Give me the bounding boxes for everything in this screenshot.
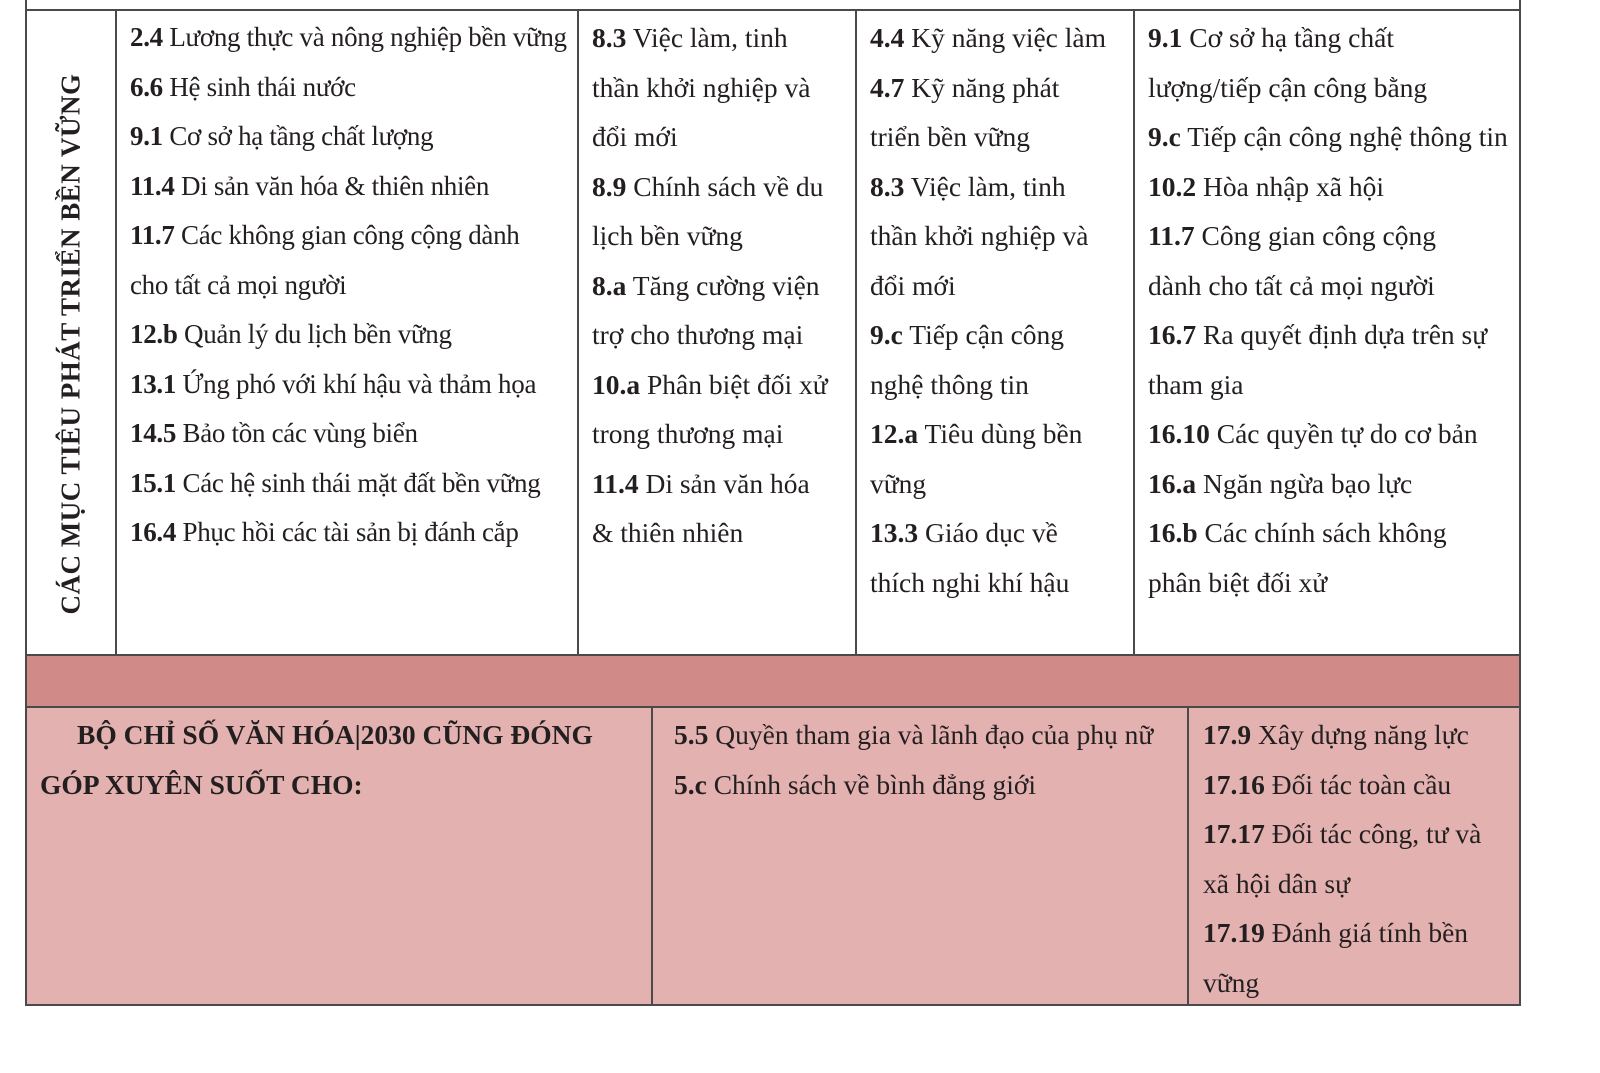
target-code: 16.10: [1148, 418, 1210, 449]
target-text: Cơ sở hạ tầng chất lượng: [169, 121, 434, 151]
target-code: 17.9: [1203, 719, 1252, 750]
cross-cutting-row: [25, 706, 1521, 1006]
target-code: 8.3: [592, 22, 627, 53]
target-item: [592, 63, 851, 113]
target-item: [870, 310, 1129, 360]
target-text: thích nghi khí hậu: [870, 566, 1070, 598]
target-text: Kỹ năng phát: [911, 71, 1060, 103]
target-item: [870, 261, 1129, 311]
target-code: 10.a: [592, 368, 641, 400]
partnership-targets-cell: [1187, 708, 1521, 1004]
target-text: Đánh giá tính bền: [1271, 917, 1469, 948]
target-item: [1148, 409, 1517, 459]
target-item: [1148, 63, 1517, 113]
target-item: [130, 13, 573, 63]
target-text: Ra quyết định dựa trên sự: [1203, 319, 1488, 350]
target-code: 11.4: [130, 170, 175, 201]
target-code: 11.7: [130, 220, 175, 250]
target-code: 17.17: [1203, 818, 1265, 849]
target-code: 12.a: [870, 418, 919, 449]
target-item: [592, 13, 851, 63]
target-item: [870, 13, 1129, 63]
target-code: 17.19: [1203, 917, 1265, 948]
target-text: cho tất cả mọi người: [130, 269, 347, 300]
target-code: 8.3: [870, 170, 905, 202]
target-text: Các không gian công cộng dành: [181, 220, 520, 250]
target-item: [1148, 558, 1517, 608]
target-text: Việc làm, tinh: [910, 170, 1066, 202]
target-code: 11.4: [592, 467, 639, 499]
target-text: Tiếp cận công nghệ thông tin: [1187, 121, 1508, 152]
target-code: 4.7: [870, 71, 905, 103]
target-text: nghệ thông tin: [870, 368, 1029, 400]
target-code: 8.a: [592, 269, 627, 301]
target-code: 9.c: [1148, 121, 1181, 152]
target-code: 10.2: [1148, 170, 1197, 202]
target-code: 5.c: [674, 768, 707, 800]
target-item: [870, 112, 1129, 162]
target-text: triển bền vững: [870, 121, 1031, 152]
target-item: [1203, 859, 1517, 909]
target-item: [870, 508, 1129, 558]
indicator-table: [25, 0, 1521, 1006]
target-list: [1203, 710, 1517, 1007]
target-item: [1148, 508, 1517, 558]
target-text: Ngăn ngừa bạo lực: [1203, 467, 1413, 499]
target-item: [130, 508, 573, 558]
target-text: vững: [870, 467, 927, 499]
target-item: [674, 710, 1183, 760]
target-code: 9.c: [870, 319, 903, 350]
target-item: [130, 409, 573, 459]
target-text: Ứng phó với khí hậu và thảm họa: [182, 368, 537, 399]
target-item: [870, 409, 1129, 459]
target-item: [870, 558, 1129, 608]
target-item: [1203, 809, 1517, 859]
target-item: [130, 63, 573, 113]
gender-targets-cell: [651, 708, 1187, 1004]
target-list: [130, 13, 573, 558]
target-text: Các quyền tự do cơ bản: [1216, 418, 1478, 449]
target-item: [870, 360, 1129, 410]
target-item: [130, 162, 573, 212]
section-divider-band: [25, 656, 1521, 706]
target-text: Chính sách về bình đẳng giới: [713, 768, 1037, 800]
target-text: Tăng cường viện: [632, 269, 820, 301]
target-text: trong thương mại: [592, 418, 784, 449]
target-code: 9.1: [130, 121, 163, 151]
target-code: 16.a: [1148, 467, 1197, 499]
target-item: [592, 360, 851, 410]
target-item: [870, 162, 1129, 212]
target-item: [592, 112, 851, 162]
target-text: Cơ sở hạ tầng chất: [1189, 22, 1394, 53]
target-text: phân biệt đối xử: [1148, 566, 1328, 598]
target-text: & thiên nhiên: [592, 517, 744, 548]
target-code: 16.7: [1148, 319, 1197, 350]
target-item: [870, 63, 1129, 113]
target-item: [1203, 958, 1517, 1008]
target-code: 9.1: [1148, 22, 1183, 53]
target-item: [1148, 211, 1517, 261]
target-list: [870, 13, 1129, 607]
sdg-vertical-title: CÁC MỤC TIÊU PHÁT TRIỂN BỀN VỮNG: [55, 73, 86, 615]
sdg-column-4: [1133, 9, 1521, 654]
target-list: [1148, 13, 1517, 607]
target-code: 15.1: [130, 467, 177, 498]
target-text: Đối tác công, tư và: [1271, 818, 1482, 849]
target-item: [1203, 908, 1517, 958]
target-text: Xây dựng năng lực: [1258, 719, 1469, 750]
target-text: Các hệ sinh thái mặt đất bền vững: [182, 467, 541, 498]
target-text: xã hội dân sự: [1203, 867, 1351, 899]
target-text: vững: [1203, 966, 1260, 998]
target-text: lượng/tiếp cận công bằng: [1148, 71, 1428, 103]
target-item: [592, 261, 851, 311]
target-text: Lương thực và nông nghiệp bền vững: [169, 22, 567, 52]
target-text: đổi mới: [592, 121, 678, 152]
target-code: 5.5: [674, 719, 709, 750]
target-list: [592, 13, 851, 558]
target-code: 13.3: [870, 517, 919, 548]
target-item: [1148, 261, 1517, 311]
target-item: [130, 211, 573, 261]
target-code: 16.b: [1148, 517, 1198, 548]
target-text: thần khởi nghiệp và: [870, 220, 1089, 251]
target-text: Chính sách về du: [633, 170, 824, 202]
target-text: Di sản văn hóa: [645, 467, 810, 499]
target-item: [592, 162, 851, 212]
target-item: [1148, 360, 1517, 410]
target-item: [592, 211, 851, 261]
target-code: 12.b: [130, 319, 178, 349]
target-text: thần khởi nghiệp và: [592, 71, 811, 103]
target-text: Phân biệt đối xử: [647, 368, 828, 400]
cross-cutting-heading: BỘ CHỈ SỐ VĂN HÓA|2030 CŨNG ĐÓNG GÓP XUYÊN SUỐT CHO:: [40, 719, 593, 800]
target-item: [130, 310, 573, 360]
sdg-label-cell: [27, 9, 115, 654]
target-item: [130, 112, 573, 162]
target-text: Quản lý du lịch bền vững: [184, 319, 452, 349]
target-item: [1148, 13, 1517, 63]
target-code: 17.16: [1203, 768, 1265, 800]
target-item: [1203, 710, 1517, 760]
target-item: [1203, 760, 1517, 810]
target-item: [592, 459, 851, 509]
target-item: [1148, 162, 1517, 212]
target-text: Bảo tồn các vùng biển: [182, 418, 418, 448]
target-code: 13.1: [130, 368, 177, 399]
target-item: [592, 508, 851, 558]
target-code: 6.6: [130, 71, 163, 102]
sdg-column-1: [115, 9, 577, 654]
target-text: Hệ sinh thái nước: [169, 71, 356, 102]
target-item: [870, 459, 1129, 509]
target-code: 2.4: [130, 22, 163, 52]
target-code: 16.4: [130, 517, 177, 547]
target-text: trợ cho thương mại: [592, 319, 804, 350]
target-item: [674, 760, 1183, 810]
target-item: [870, 211, 1129, 261]
target-text: Tiêu dùng bền: [924, 418, 1083, 449]
target-text: Công gian công cộng: [1201, 220, 1436, 251]
target-item: [592, 409, 851, 459]
sdg-column-2: [577, 9, 855, 654]
target-item: [130, 360, 573, 410]
target-text: Quyền tham gia và lãnh đạo của phụ nữ: [715, 719, 1154, 750]
cross-cutting-heading-cell: [27, 708, 651, 1004]
target-item: [1148, 459, 1517, 509]
target-text: Phục hồi các tài sản bị đánh cắp: [182, 517, 519, 547]
target-text: dành cho tất cả mọi người: [1148, 269, 1435, 301]
target-code: 11.7: [1148, 220, 1195, 251]
target-item: [130, 459, 573, 509]
target-text: đổi mới: [870, 269, 956, 301]
target-text: Đối tác toàn cầu: [1271, 768, 1452, 800]
target-text: lịch bền vững: [592, 220, 743, 251]
target-list: [674, 710, 1183, 809]
target-code: 8.9: [592, 170, 627, 202]
sdg-targets-row: [25, 0, 1521, 656]
target-text: Các chính sách không: [1204, 517, 1447, 548]
target-code: 14.5: [130, 418, 177, 448]
target-text: Hòa nhập xã hội: [1203, 170, 1384, 202]
target-text: Giáo dục về: [925, 517, 1058, 548]
target-text: Kỹ năng việc làm: [911, 22, 1106, 53]
target-code: 4.4: [870, 22, 905, 53]
sdg-column-3: [855, 9, 1133, 654]
target-text: Di sản văn hóa & thiên nhiên: [181, 170, 490, 201]
target-text: Tiếp cận công: [909, 319, 1065, 350]
target-item: [1148, 112, 1517, 162]
target-text: tham gia: [1148, 368, 1244, 400]
target-item: [1148, 310, 1517, 360]
target-item: [130, 261, 573, 311]
target-text: Việc làm, tinh: [632, 22, 788, 53]
target-item: [592, 310, 851, 360]
